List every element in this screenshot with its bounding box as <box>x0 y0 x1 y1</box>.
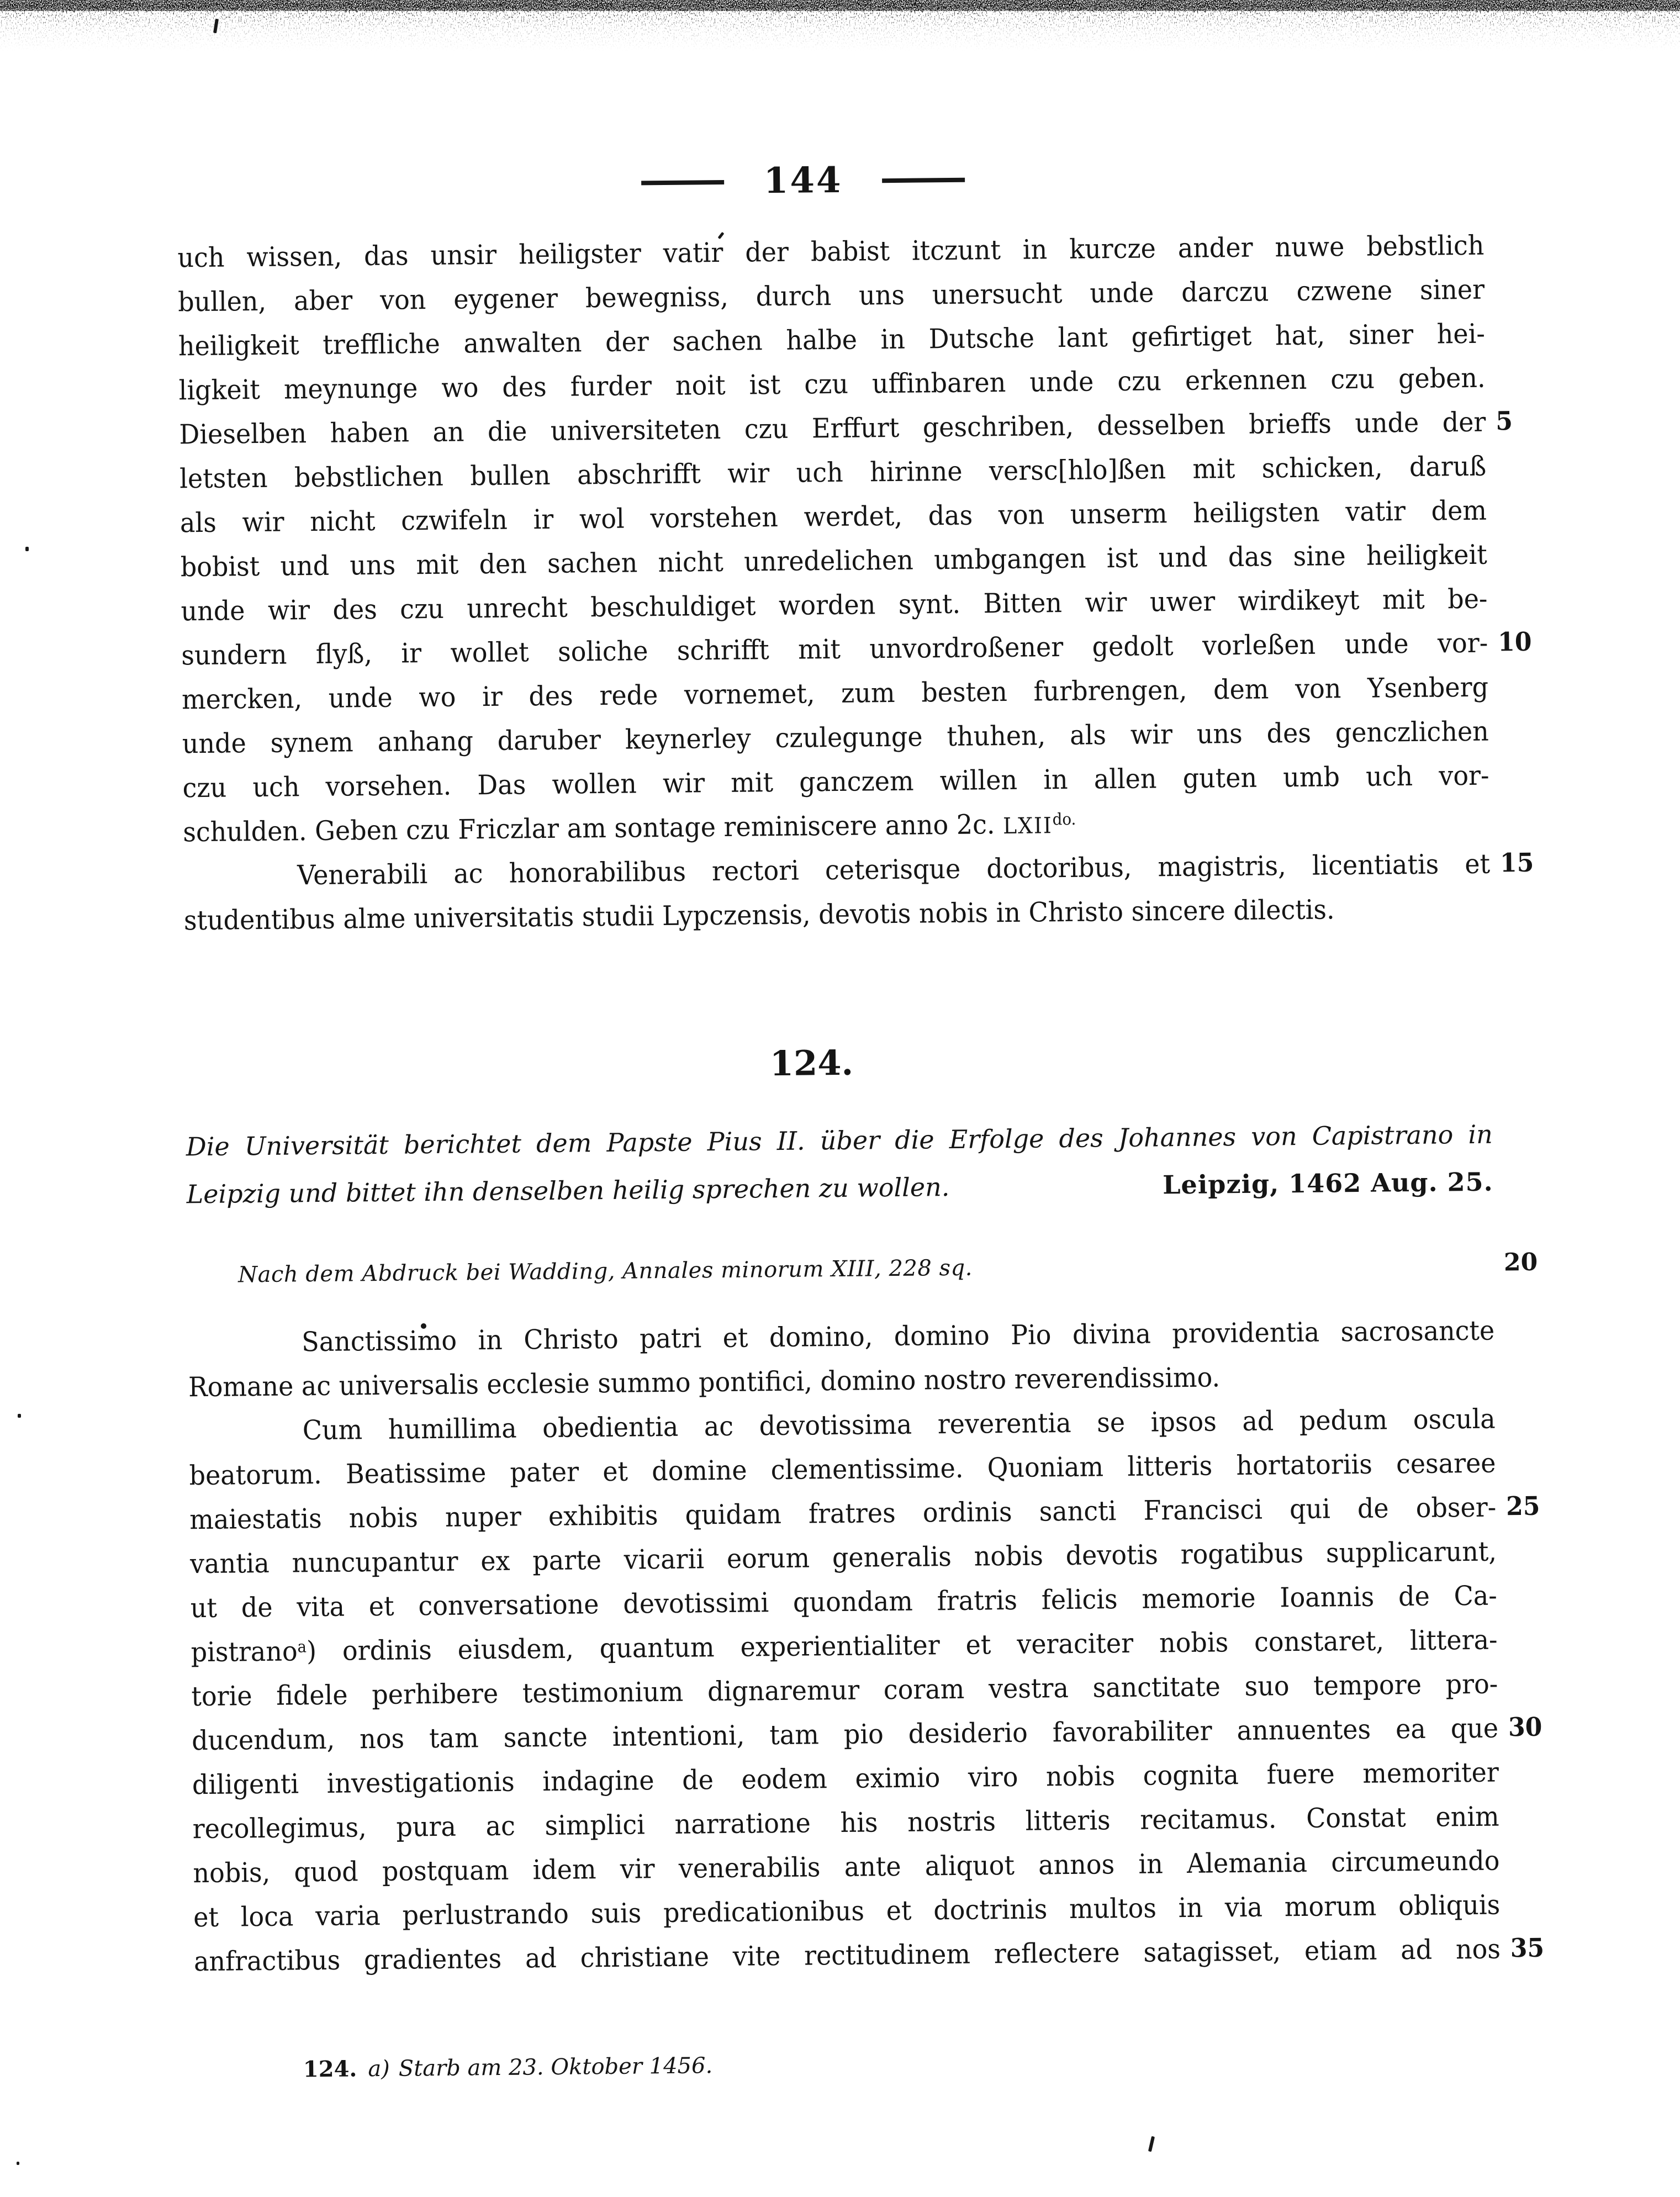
document-124-body <box>188 1308 1545 1984</box>
line-text: unde synem anhang daruber keynerley czulegunge thuhen, als wir uns des genczlichen <box>182 715 1489 760</box>
regest-line: Die Universität berichtet dem Papste Pius II. über die Erfolge des Johannes von Capistrano in <box>186 1119 1493 1162</box>
line-text: ligkeit meynunge wo des furder noit ist czu uffinbaren unde czu erkennen czu geben. <box>178 362 1486 406</box>
margin-line-number: 10 <box>1497 627 1532 658</box>
document-date: Leipzig, 1462 Aug. 25. <box>1162 1166 1493 1200</box>
footnote-text: Starb am 23. Oktober 1456. <box>398 2053 713 2082</box>
document-124-regest <box>186 1111 1493 1218</box>
header-rule-left <box>641 180 724 185</box>
source-note-row <box>187 1243 1538 1296</box>
footnote <box>303 2046 713 2089</box>
line-text: heiligkeit treffliche anwalten der sachen halbe in Dutsche lant gefirtiget hat, siner hei- <box>178 318 1486 362</box>
line-text: uch wissen, das unsir heiligster vatir der babist itczunt in kurcze ander nuwe bebstlich <box>177 229 1484 274</box>
page-header <box>0 148 1615 213</box>
line-text: diligenti investigationis indagine de eodem eximio viro nobis cognita fuere memoriter <box>192 1756 1499 1800</box>
line-text: maiestatis nobis nuper exhibitis quidam fratres ordinis sancti Francisci qui de obser- <box>189 1491 1497 1535</box>
line-text: czu uch vorsehen. Das wollen wir mit ganczem willen in allen guten umb uch vor- <box>182 759 1489 804</box>
line-text: letsten bebstlichen bullen abschrifft wir uch hirinne versc[hlo]ßen mit schicken, daruß <box>179 450 1487 495</box>
line-text: als wir nicht czwifeln ir wol vorstehen werdet, das von unserm heiligsten vatir dem <box>179 494 1487 539</box>
line-text: recollegimus, pura ac simplici narratione his nostris litteris recitamus. Constat enim <box>192 1800 1499 1845</box>
line-text: nobis, quod postquam idem vir venerabilis ante aliquot annos in Alemania circumeundo <box>193 1844 1500 1889</box>
line-text: anfractibus gradientes ad christiane vite rectitudinem reflectere satagisset, etiam ad nos <box>193 1932 1501 1977</box>
line-text: Cum humillima obedientia ac devotissima reverentia se ipsos ad pedum oscula <box>302 1403 1496 1446</box>
line-text: torie fidele perhibere testimonium dignaremur coram vestra sanctitate suo tempore pro- <box>191 1667 1498 1712</box>
document-124-number: 124. <box>769 1042 854 1084</box>
line-text: Venerabili ac honorabilibus rectori ceterisque doctoribus, magistris, licentiatis et <box>297 848 1491 891</box>
line-text: pistrano$^a$) ordinis eiusdem, quantum experientialiter et veraciter nobis constaret, littera- <box>191 1623 1498 1668</box>
line-text: mercken, unde wo ir des rede vornemet, zum besten furbrengen, dem von Ysenberg <box>181 671 1489 716</box>
margin-line-number: 5 <box>1496 406 1513 437</box>
line-text: schulden. Geben czu Friczlar am sontage reminiscere anno 2c. $LXII^{do.}$ <box>183 808 1076 848</box>
footnote-number: 124. <box>303 2056 357 2083</box>
regest-text: Leipzig und bittet ihn denselben heilig sprechen zu wollen. <box>186 1172 950 1210</box>
line-text: Dieselben haben an die universiteten czu Erffurt geschriben, desselben brieffs unde der <box>179 406 1486 451</box>
line-text: studentibus alme universitatis studii Lypczensis, devotis nobis in Christo sincere dilectis. <box>183 893 1335 937</box>
line-text: Romane ac universalis ecclesie summo pontifici, domino nostro reverendissimo. <box>188 1361 1221 1403</box>
line-text: Sanctissimo in Christo patri et domino, domino Pio divina providentia sacrosancte <box>301 1314 1495 1358</box>
header-rule-right <box>882 178 965 183</box>
footnote-marker: a) <box>368 2056 390 2082</box>
line-text: ducendum, nos tam sancte intentioni, tam pio desiderio favorabiliter annuentes ea que <box>191 1712 1499 1756</box>
margin-line-number: 35 <box>1510 1933 1545 1963</box>
margin-line-number: 25 <box>1505 1491 1540 1522</box>
line-text: vantia nuncupantur ex parte vicarii eorum generalis nobis devotis rogatibus supplicarunt, <box>189 1535 1497 1580</box>
line-text: ut de vita et conversatione devotissimi quondam fratris felicis memorie Ioannis de Ca- <box>190 1580 1498 1624</box>
document-123-body <box>177 223 1534 943</box>
line-text: sundern flyß, ir wollet soliche schrifft mit unvordroßener gedolt vorleßen unde vor- <box>181 627 1488 672</box>
page-number: 144 <box>763 159 843 202</box>
margin-line-number: 15 <box>1499 848 1534 879</box>
line-text: bullen, aber von eygener bewegniss, durch uns unersucht unde darczu czwene siner <box>177 273 1485 318</box>
margin-line-number: 20 <box>1503 1248 1538 1277</box>
line-text: et loca varia perlustrando suis predicationibus et doctrinis multos in via morum obliquis <box>193 1888 1501 1933</box>
line-text: beatorum. Beatissime pater et domine clementissime. Quoniam litteris hortatoriis cesaree <box>189 1447 1496 1491</box>
line-text: bobist und uns mit den sachen nicht unredelichen umbgangen ist und das sine heiligkeit <box>180 538 1487 583</box>
source-note: Nach dem Abdruck bei Wadding, Annales minorum XIII, 228 sq. <box>237 1255 973 1288</box>
line-text: unde wir des czu unrecht beschuldiget worden synt. Bitten wir uwer wirdikeyt mit be- <box>181 583 1488 627</box>
margin-line-number: 30 <box>1508 1712 1542 1742</box>
